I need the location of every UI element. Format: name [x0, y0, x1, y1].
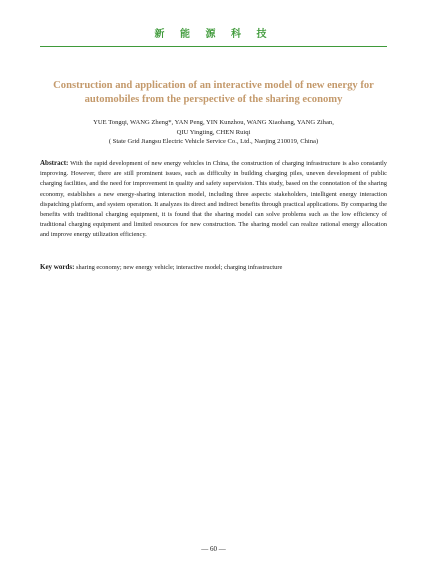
paper-title [40, 79, 387, 107]
page-number: — 60 — [201, 545, 226, 553]
abstract-label: Abstract: [40, 159, 69, 167]
abstract-text: With the rapid development of new energy vehicles in China, the construction of charging infrastructure is also constantly improving. However, there are still prominent issues, such as difficulty in building charging piles, uneven development of public charging facilities, and the need for improvement in quality and safety supervision. This study, based on the connotation of the sharing economy, establishes a new energy-sharing interaction model, including three aspects: stakeholders, intelligent energy interaction dispatching platform, and system operation. It analyzes its direct and indirect benefits through practical applications. By comparing the benefits with traditional charging equipment, it is found that the sharing model can solve problems such as the low efficiency of traditional charging equipment and limited resources for new construction. The sharing model can realize rational energy allocation and improve energy utilization efficiency. [40, 160, 387, 239]
keywords-text: sharing economy; new energy vehicle; interactive model; charging infrastructure [74, 264, 283, 271]
abstract [40, 158, 387, 241]
affiliation: ( State Grid Jiangsu Electric Vehicle Service Co., Ltd., Nanjing 210019, China) [108, 138, 319, 146]
keywords [40, 262, 387, 273]
journal-header [40, 28, 387, 47]
journal-name: 新 能 源 科 技 [154, 29, 273, 40]
paper-title-line-2: automobiles from the perspective of the sharing economy [84, 94, 343, 105]
authors-line-1: YUE Tongqi, WANG Zheng*, YAN Peng, YIN Kunzhou, WANG Xiaohang, YANG Zihan, [93, 119, 334, 126]
authors-line-2: QIU Yingting, CHEN Ruiqi [176, 128, 251, 136]
keywords-label: Key words: [40, 263, 75, 271]
paper-title-line-1: Construction and application of an interactive model of new energy for [53, 80, 374, 91]
header-divider [40, 46, 387, 47]
author-block [40, 118, 387, 147]
